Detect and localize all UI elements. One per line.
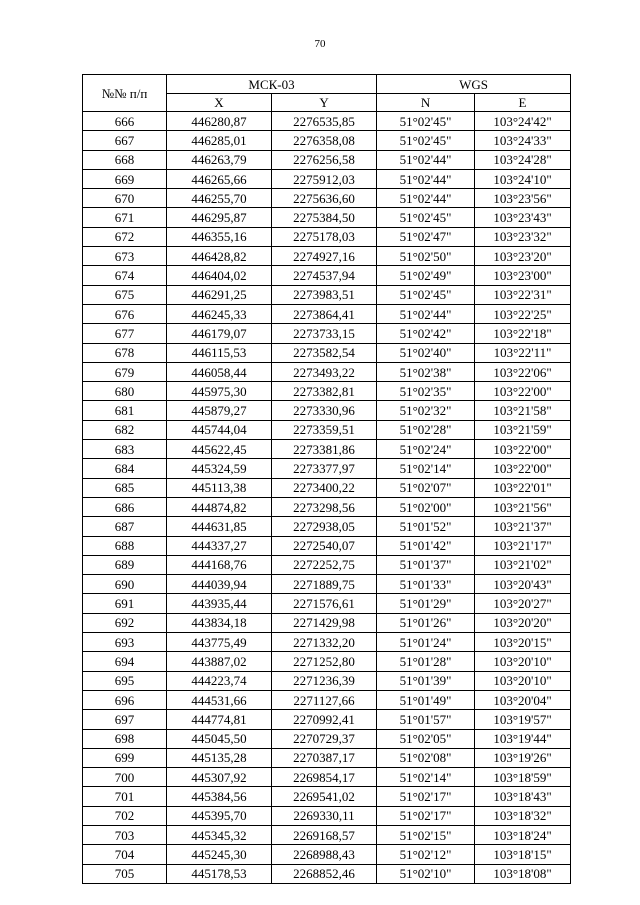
cell-x: 446280,87 bbox=[167, 112, 272, 131]
cell-x: 444631,85 bbox=[167, 517, 272, 536]
header-n: N bbox=[377, 94, 475, 112]
cell-e: 103°24'42" bbox=[475, 112, 571, 131]
cell-point-number: 701 bbox=[83, 787, 167, 806]
cell-x: 446265,66 bbox=[167, 169, 272, 188]
cell-point-number: 677 bbox=[83, 324, 167, 343]
cell-n: 51°02'45" bbox=[377, 112, 475, 131]
cell-point-number: 687 bbox=[83, 517, 167, 536]
cell-x: 445178,53 bbox=[167, 864, 272, 883]
cell-x: 443935,44 bbox=[167, 594, 272, 613]
cell-point-number: 681 bbox=[83, 401, 167, 420]
cell-point-number: 673 bbox=[83, 247, 167, 266]
cell-x: 445975,30 bbox=[167, 382, 272, 401]
cell-point-number: 680 bbox=[83, 382, 167, 401]
cell-n: 51°02'07" bbox=[377, 478, 475, 497]
cell-n: 51°02'44" bbox=[377, 169, 475, 188]
cell-y: 2275384,50 bbox=[272, 208, 377, 227]
table-row bbox=[83, 440, 571, 459]
cell-e: 103°23'00" bbox=[475, 266, 571, 285]
cell-point-number: 690 bbox=[83, 575, 167, 594]
cell-n: 51°02'14" bbox=[377, 459, 475, 478]
page-number: 70 bbox=[314, 38, 326, 50]
cell-n: 51°01'52" bbox=[377, 517, 475, 536]
cell-point-number: 704 bbox=[83, 845, 167, 864]
cell-n: 51°02'14" bbox=[377, 768, 475, 787]
cell-e: 103°22'00" bbox=[475, 440, 571, 459]
header-point-number: №№ п/п bbox=[83, 75, 167, 112]
cell-n: 51°02'10" bbox=[377, 864, 475, 883]
cell-n: 51°01'49" bbox=[377, 690, 475, 709]
cell-x: 445045,50 bbox=[167, 729, 272, 748]
table-row bbox=[83, 343, 571, 362]
cell-n: 51°01'39" bbox=[377, 671, 475, 690]
cell-e: 103°22'06" bbox=[475, 362, 571, 381]
cell-y: 2274927,16 bbox=[272, 247, 377, 266]
cell-y: 2271236,39 bbox=[272, 671, 377, 690]
cell-x: 446355,16 bbox=[167, 227, 272, 246]
cell-e: 103°23'32" bbox=[475, 227, 571, 246]
cell-e: 103°19'26" bbox=[475, 748, 571, 767]
cell-y: 2271889,75 bbox=[272, 575, 377, 594]
cell-point-number: 671 bbox=[83, 208, 167, 227]
cell-y: 2269541,02 bbox=[272, 787, 377, 806]
cell-e: 103°20'15" bbox=[475, 633, 571, 652]
cell-x: 445879,27 bbox=[167, 401, 272, 420]
cell-e: 103°24'28" bbox=[475, 150, 571, 169]
header-x: X bbox=[167, 94, 272, 112]
table-row bbox=[83, 266, 571, 285]
header-e: E bbox=[475, 94, 571, 112]
table-row bbox=[83, 382, 571, 401]
table-row bbox=[83, 150, 571, 169]
cell-e: 103°22'31" bbox=[475, 285, 571, 304]
table-row bbox=[83, 652, 571, 671]
cell-x: 445324,59 bbox=[167, 459, 272, 478]
cell-e: 103°22'00" bbox=[475, 382, 571, 401]
cell-x: 445135,28 bbox=[167, 748, 272, 767]
cell-x: 444039,94 bbox=[167, 575, 272, 594]
cell-e: 103°19'57" bbox=[475, 710, 571, 729]
cell-e: 103°21'37" bbox=[475, 517, 571, 536]
cell-x: 446058,44 bbox=[167, 362, 272, 381]
table-row bbox=[83, 169, 571, 188]
table-row bbox=[83, 729, 571, 748]
cell-y: 2269168,57 bbox=[272, 825, 377, 844]
cell-n: 51°02'50" bbox=[377, 247, 475, 266]
cell-e: 103°21'59" bbox=[475, 420, 571, 439]
table-row bbox=[83, 208, 571, 227]
cell-e: 103°18'15" bbox=[475, 845, 571, 864]
table-row bbox=[83, 420, 571, 439]
cell-point-number: 705 bbox=[83, 864, 167, 883]
cell-n: 51°02'32" bbox=[377, 401, 475, 420]
cell-y: 2273493,22 bbox=[272, 362, 377, 381]
cell-e: 103°20'10" bbox=[475, 671, 571, 690]
cell-y: 2273733,15 bbox=[272, 324, 377, 343]
cell-n: 51°02'44" bbox=[377, 189, 475, 208]
table-row bbox=[83, 517, 571, 536]
cell-x: 446428,82 bbox=[167, 247, 272, 266]
table-row bbox=[83, 845, 571, 864]
cell-x: 445245,30 bbox=[167, 845, 272, 864]
header-msk: МСК-03 bbox=[167, 75, 377, 94]
cell-x: 446404,02 bbox=[167, 266, 272, 285]
cell-y: 2273377,97 bbox=[272, 459, 377, 478]
cell-point-number: 689 bbox=[83, 555, 167, 574]
cell-y: 2268852,46 bbox=[272, 864, 377, 883]
cell-y: 2276256,58 bbox=[272, 150, 377, 169]
table-row bbox=[83, 710, 571, 729]
cell-n: 51°01'24" bbox=[377, 633, 475, 652]
cell-point-number: 703 bbox=[83, 825, 167, 844]
table-row bbox=[83, 401, 571, 420]
cell-point-number: 698 bbox=[83, 729, 167, 748]
cell-point-number: 684 bbox=[83, 459, 167, 478]
cell-y: 2272540,07 bbox=[272, 536, 377, 555]
cell-e: 103°24'33" bbox=[475, 131, 571, 150]
cell-y: 2273582,54 bbox=[272, 343, 377, 362]
cell-n: 51°02'40" bbox=[377, 343, 475, 362]
cell-x: 444531,66 bbox=[167, 690, 272, 709]
cell-e: 103°23'56" bbox=[475, 189, 571, 208]
table-row bbox=[83, 555, 571, 574]
cell-e: 103°18'08" bbox=[475, 864, 571, 883]
cell-y: 2276535,85 bbox=[272, 112, 377, 131]
cell-point-number: 669 bbox=[83, 169, 167, 188]
cell-x: 444774,81 bbox=[167, 710, 272, 729]
table-row bbox=[83, 613, 571, 632]
cell-e: 103°19'44" bbox=[475, 729, 571, 748]
cell-x: 444168,76 bbox=[167, 555, 272, 574]
cell-point-number: 676 bbox=[83, 304, 167, 323]
cell-point-number: 699 bbox=[83, 748, 167, 767]
cell-x: 444223,74 bbox=[167, 671, 272, 690]
cell-y: 2268988,43 bbox=[272, 845, 377, 864]
cell-n: 51°01'26" bbox=[377, 613, 475, 632]
cell-y: 2273400,22 bbox=[272, 478, 377, 497]
cell-y: 2273381,86 bbox=[272, 440, 377, 459]
cell-y: 2270387,17 bbox=[272, 748, 377, 767]
cell-y: 2269330,11 bbox=[272, 806, 377, 825]
cell-x: 446255,70 bbox=[167, 189, 272, 208]
cell-point-number: 675 bbox=[83, 285, 167, 304]
cell-e: 103°24'10" bbox=[475, 169, 571, 188]
cell-n: 51°02'05" bbox=[377, 729, 475, 748]
table-row bbox=[83, 768, 571, 787]
cell-point-number: 685 bbox=[83, 478, 167, 497]
cell-n: 51°01'42" bbox=[377, 536, 475, 555]
cell-point-number: 693 bbox=[83, 633, 167, 652]
cell-e: 103°20'27" bbox=[475, 594, 571, 613]
table-row bbox=[83, 247, 571, 266]
cell-y: 2271429,98 bbox=[272, 613, 377, 632]
cell-x: 446115,53 bbox=[167, 343, 272, 362]
cell-point-number: 679 bbox=[83, 362, 167, 381]
cell-y: 2276358,08 bbox=[272, 131, 377, 150]
cell-point-number: 674 bbox=[83, 266, 167, 285]
table-row bbox=[83, 633, 571, 652]
table-row bbox=[83, 459, 571, 478]
cell-x: 446263,79 bbox=[167, 150, 272, 169]
table-row bbox=[83, 304, 571, 323]
cell-point-number: 700 bbox=[83, 768, 167, 787]
cell-y: 2275912,03 bbox=[272, 169, 377, 188]
cell-e: 103°20'04" bbox=[475, 690, 571, 709]
cell-y: 2272252,75 bbox=[272, 555, 377, 574]
cell-x: 445744,04 bbox=[167, 420, 272, 439]
cell-e: 103°21'58" bbox=[475, 401, 571, 420]
table-row bbox=[83, 227, 571, 246]
cell-e: 103°21'02" bbox=[475, 555, 571, 574]
cell-n: 51°01'28" bbox=[377, 652, 475, 671]
cell-y: 2275636,60 bbox=[272, 189, 377, 208]
table-row bbox=[83, 787, 571, 806]
cell-n: 51°02'42" bbox=[377, 324, 475, 343]
cell-y: 2271127,66 bbox=[272, 690, 377, 709]
cell-point-number: 688 bbox=[83, 536, 167, 555]
table-row bbox=[83, 690, 571, 709]
cell-x: 445307,92 bbox=[167, 768, 272, 787]
cell-y: 2270992,41 bbox=[272, 710, 377, 729]
cell-x: 443775,49 bbox=[167, 633, 272, 652]
cell-e: 103°22'18" bbox=[475, 324, 571, 343]
cell-n: 51°02'28" bbox=[377, 420, 475, 439]
table-row bbox=[83, 825, 571, 844]
cell-e: 103°22'25" bbox=[475, 304, 571, 323]
table-row bbox=[83, 536, 571, 555]
cell-n: 51°02'24" bbox=[377, 440, 475, 459]
table-row bbox=[83, 112, 571, 131]
table-row bbox=[83, 478, 571, 497]
cell-n: 51°02'12" bbox=[377, 845, 475, 864]
cell-e: 103°21'56" bbox=[475, 497, 571, 516]
cell-point-number: 666 bbox=[83, 112, 167, 131]
cell-y: 2273359,51 bbox=[272, 420, 377, 439]
cell-n: 51°02'45" bbox=[377, 285, 475, 304]
cell-y: 2269854,17 bbox=[272, 768, 377, 787]
cell-x: 443887,02 bbox=[167, 652, 272, 671]
cell-n: 51°02'47" bbox=[377, 227, 475, 246]
cell-e: 103°18'43" bbox=[475, 787, 571, 806]
table-row bbox=[83, 748, 571, 767]
cell-n: 51°01'57" bbox=[377, 710, 475, 729]
cell-e: 103°23'43" bbox=[475, 208, 571, 227]
cell-n: 51°01'33" bbox=[377, 575, 475, 594]
cell-y: 2273983,51 bbox=[272, 285, 377, 304]
cell-y: 2273382,81 bbox=[272, 382, 377, 401]
cell-y: 2275178,03 bbox=[272, 227, 377, 246]
table-row bbox=[83, 575, 571, 594]
table-body bbox=[83, 112, 571, 884]
cell-x: 445384,56 bbox=[167, 787, 272, 806]
cell-n: 51°02'08" bbox=[377, 748, 475, 767]
cell-e: 103°18'32" bbox=[475, 806, 571, 825]
cell-point-number: 686 bbox=[83, 497, 167, 516]
table-row bbox=[83, 189, 571, 208]
cell-e: 103°18'24" bbox=[475, 825, 571, 844]
table-row bbox=[83, 497, 571, 516]
cell-x: 446291,25 bbox=[167, 285, 272, 304]
table-header bbox=[83, 75, 571, 112]
cell-y: 2271576,61 bbox=[272, 594, 377, 613]
table-row bbox=[83, 594, 571, 613]
cell-point-number: 678 bbox=[83, 343, 167, 362]
cell-point-number: 697 bbox=[83, 710, 167, 729]
cell-y: 2274537,94 bbox=[272, 266, 377, 285]
table-row bbox=[83, 285, 571, 304]
table-row bbox=[83, 362, 571, 381]
cell-n: 51°02'38" bbox=[377, 362, 475, 381]
cell-n: 51°02'45" bbox=[377, 208, 475, 227]
cell-n: 51°02'35" bbox=[377, 382, 475, 401]
cell-n: 51°02'17" bbox=[377, 787, 475, 806]
cell-n: 51°02'17" bbox=[377, 806, 475, 825]
cell-e: 103°20'20" bbox=[475, 613, 571, 632]
cell-x: 446245,33 bbox=[167, 304, 272, 323]
table-row bbox=[83, 131, 571, 150]
cell-x: 444337,27 bbox=[167, 536, 272, 555]
cell-y: 2270729,37 bbox=[272, 729, 377, 748]
header-wgs: WGS bbox=[377, 75, 571, 94]
cell-y: 2272938,05 bbox=[272, 517, 377, 536]
table-row bbox=[83, 806, 571, 825]
cell-n: 51°02'00" bbox=[377, 497, 475, 516]
cell-y: 2273298,56 bbox=[272, 497, 377, 516]
cell-e: 103°22'00" bbox=[475, 459, 571, 478]
cell-x: 443834,18 bbox=[167, 613, 272, 632]
table-row bbox=[83, 324, 571, 343]
cell-point-number: 694 bbox=[83, 652, 167, 671]
cell-point-number: 695 bbox=[83, 671, 167, 690]
cell-e: 103°22'11" bbox=[475, 343, 571, 362]
cell-e: 103°23'20" bbox=[475, 247, 571, 266]
cell-x: 445345,32 bbox=[167, 825, 272, 844]
cell-x: 445395,70 bbox=[167, 806, 272, 825]
cell-y: 2271332,20 bbox=[272, 633, 377, 652]
cell-e: 103°20'43" bbox=[475, 575, 571, 594]
table-row bbox=[83, 864, 571, 883]
cell-point-number: 668 bbox=[83, 150, 167, 169]
cell-x: 446179,07 bbox=[167, 324, 272, 343]
cell-n: 51°02'49" bbox=[377, 266, 475, 285]
cell-y: 2273330,96 bbox=[272, 401, 377, 420]
coordinates-table bbox=[82, 74, 571, 884]
cell-point-number: 667 bbox=[83, 131, 167, 150]
cell-point-number: 670 bbox=[83, 189, 167, 208]
cell-y: 2271252,80 bbox=[272, 652, 377, 671]
cell-n: 51°02'44" bbox=[377, 150, 475, 169]
cell-point-number: 682 bbox=[83, 420, 167, 439]
cell-point-number: 692 bbox=[83, 613, 167, 632]
cell-e: 103°18'59" bbox=[475, 768, 571, 787]
cell-e: 103°22'01" bbox=[475, 478, 571, 497]
cell-e: 103°21'17" bbox=[475, 536, 571, 555]
cell-x: 445622,45 bbox=[167, 440, 272, 459]
cell-x: 445113,38 bbox=[167, 478, 272, 497]
cell-n: 51°02'44" bbox=[377, 304, 475, 323]
cell-y: 2273864,41 bbox=[272, 304, 377, 323]
cell-point-number: 683 bbox=[83, 440, 167, 459]
cell-point-number: 672 bbox=[83, 227, 167, 246]
cell-point-number: 696 bbox=[83, 690, 167, 709]
cell-n: 51°02'15" bbox=[377, 825, 475, 844]
cell-n: 51°02'45" bbox=[377, 131, 475, 150]
cell-n: 51°01'37" bbox=[377, 555, 475, 574]
table-row bbox=[83, 671, 571, 690]
cell-point-number: 691 bbox=[83, 594, 167, 613]
cell-point-number: 702 bbox=[83, 806, 167, 825]
cell-x: 446295,87 bbox=[167, 208, 272, 227]
cell-x: 444874,82 bbox=[167, 497, 272, 516]
cell-x: 446285,01 bbox=[167, 131, 272, 150]
header-y: Y bbox=[272, 94, 377, 112]
cell-e: 103°20'10" bbox=[475, 652, 571, 671]
cell-n: 51°01'29" bbox=[377, 594, 475, 613]
